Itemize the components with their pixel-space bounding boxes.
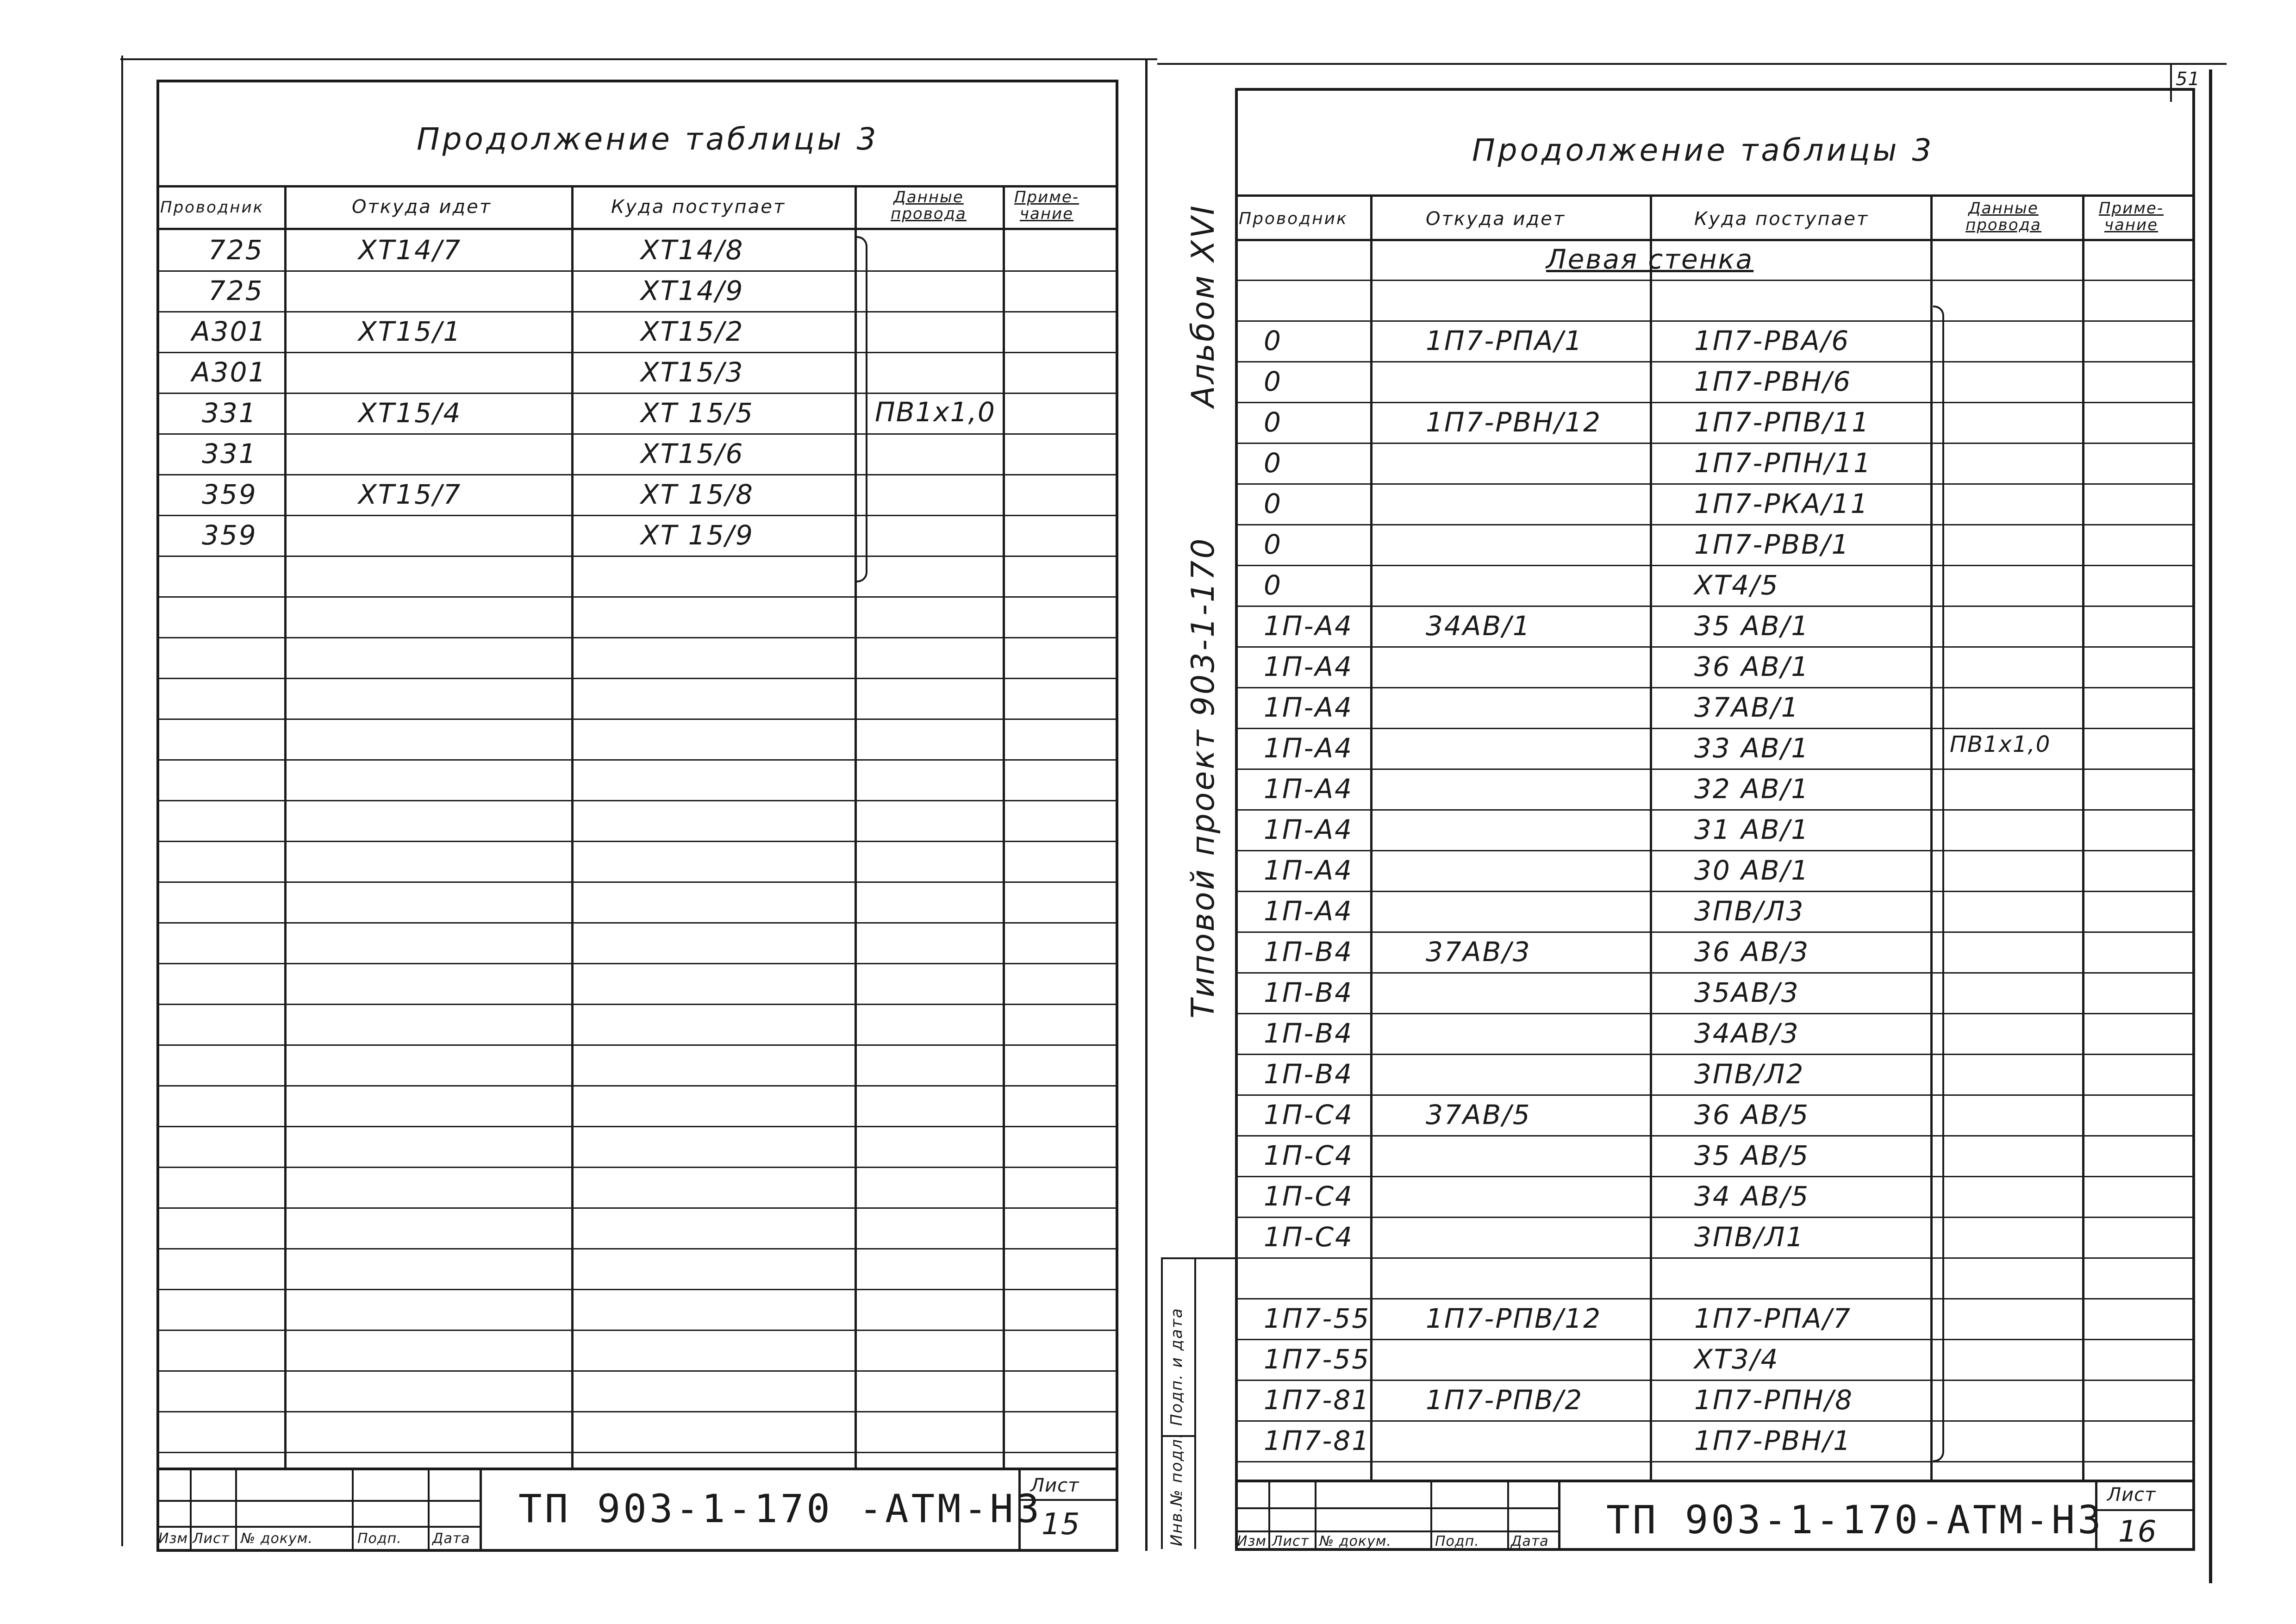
right-row-4-conductor: 0 <box>1264 406 1282 438</box>
approval-strip-top <box>1161 1257 1235 1259</box>
right-stamp-col-4 <box>1507 1480 1509 1551</box>
table-row-rule <box>156 1167 1118 1168</box>
right-row-18-to: 35АВ/3 <box>1694 977 1800 1008</box>
left-stamp-col-5 <box>480 1468 482 1551</box>
table-row-rule <box>156 1126 1118 1127</box>
right-row-23-conductor: 1П-С4 <box>1264 1181 1354 1212</box>
left-col-rule-4 <box>1003 185 1005 1468</box>
right-row-14-to: 31 АВ/1 <box>1694 814 1810 845</box>
right-stamp-sheet-rule <box>2095 1509 2195 1511</box>
left-header-from: Откуда идет <box>352 196 492 218</box>
right-row-10-to: 36 АВ/1 <box>1694 651 1810 682</box>
right-row-21-to: 36 АВ/5 <box>1694 1099 1810 1131</box>
margin-album-label: Альбом XVI <box>1185 204 1222 407</box>
table-row-rule <box>156 1044 1118 1046</box>
right-row-13-to: 32 АВ/1 <box>1694 773 1810 805</box>
table-row-rule <box>1235 1217 2195 1218</box>
table-row-rule <box>156 800 1118 801</box>
table-row-rule <box>156 393 1118 394</box>
left-stamp-col-2 <box>235 1468 237 1551</box>
right-header-top-rule <box>1235 194 2195 197</box>
table-row-rule <box>1235 891 2195 892</box>
right-row-27-to: XT3/4 <box>1694 1343 1779 1375</box>
right-stamp-sheet-number: 16 <box>2118 1515 2157 1549</box>
right-row-24-conductor: 1П-С4 <box>1264 1221 1354 1253</box>
table-row-rule <box>1235 972 2195 974</box>
right-wire-spec: ПВ1х1,0 <box>1950 731 2051 757</box>
right-row-2-from: 1П7-РПА/1 <box>1426 325 1584 356</box>
table-row-rule <box>156 474 1118 475</box>
left-row-6-conductor: 331 <box>202 438 257 469</box>
right-stamp-sheet-label: Лист <box>2107 1484 2156 1505</box>
table-row-rule <box>1235 768 2195 770</box>
right-col-rule-2 <box>1650 194 1652 1481</box>
page-top-rule <box>120 58 1157 60</box>
table-row-rule <box>1235 443 2195 444</box>
table-row-rule <box>1235 1013 2195 1014</box>
table-row-rule <box>156 637 1118 638</box>
right-row-21-conductor: 1П-С4 <box>1264 1099 1354 1131</box>
table-row-rule <box>1235 1339 2195 1340</box>
table-row-rule <box>156 556 1118 557</box>
table-row-rule <box>156 1411 1118 1412</box>
table-row-rule <box>156 433 1118 435</box>
left-stamp-sheet-number: 15 <box>1042 1507 1080 1542</box>
left-row-6-to: XT15/6 <box>641 438 744 469</box>
right-row-3-to: 1П7-РВН/6 <box>1694 366 1852 397</box>
right-header-wire-data: Данные провода <box>1965 199 2041 234</box>
right-row-26-conductor: 1П7-55 <box>1264 1303 1371 1334</box>
left-sheet-title: Продолжение таблицы 3 <box>417 121 879 157</box>
left-header-wire-data: Данные провода <box>891 188 967 223</box>
right-row-29-conductor: 1П7-81 <box>1264 1425 1371 1456</box>
left-row-5-to: XT 15/5 <box>641 397 754 429</box>
right-row-9-from: 34АВ/1 <box>1426 610 1531 642</box>
left-row-1-conductor: 725 <box>208 234 264 266</box>
left-stamp-mid-rule-2 <box>156 1526 480 1528</box>
table-row-rule <box>1235 1176 2195 1177</box>
table-row-rule <box>156 922 1118 924</box>
center-fold-line <box>1145 60 1148 1551</box>
right-row-2-to: 1П7-РВА/6 <box>1694 325 1850 356</box>
right-stamp-label-izm: Изм <box>1237 1533 1267 1549</box>
table-row-rule <box>1235 687 2195 688</box>
right-row-12-conductor: 1П-А4 <box>1264 732 1354 764</box>
table-row-rule <box>1235 1420 2195 1422</box>
table-row-rule <box>156 718 1118 720</box>
table-row-rule <box>156 678 1118 679</box>
right-col-rule-4 <box>2082 194 2084 1481</box>
table-row-rule <box>1235 728 2195 729</box>
table-row-rule <box>1235 931 2195 933</box>
table-row-rule <box>156 1004 1118 1005</box>
right-header-conductor: Проводник <box>1239 209 1348 228</box>
right-wire-brace <box>1933 306 1944 1462</box>
left-stamp-top-rule <box>156 1468 1118 1470</box>
left-stamp-col-1 <box>190 1468 192 1551</box>
table-row-rule <box>156 841 1118 842</box>
right-row-29-to: 1П7-РВН/1 <box>1694 1425 1852 1456</box>
left-stamp-label-list: Лист <box>193 1530 230 1547</box>
left-row-5-from: XT15/4 <box>358 397 462 429</box>
right-row-19-to: 34АВ/3 <box>1694 1018 1800 1049</box>
table-row-rule <box>156 963 1118 964</box>
right-row-9-conductor: 1П-А4 <box>1264 610 1354 642</box>
right-row-27-conductor: 1П7-55 <box>1264 1343 1371 1375</box>
right-row-7-to: 1П7-РВВ/1 <box>1694 529 1850 560</box>
right-row-8-to: XT4/5 <box>1694 569 1779 601</box>
right-sheet-title: Продолжение таблицы 3 <box>1472 132 1934 168</box>
right-row-16-conductor: 1П-А4 <box>1264 895 1354 927</box>
right-row-13-conductor: 1П-А4 <box>1264 773 1354 805</box>
page-top-rule-right <box>1157 63 2227 65</box>
left-row-2-conductor: 725 <box>208 275 264 306</box>
right-row-28-conductor: 1П7-81 <box>1264 1384 1371 1416</box>
table-row-rule <box>1235 483 2195 485</box>
right-row-10-conductor: 1П-А4 <box>1264 651 1354 682</box>
table-row-rule <box>1235 809 2195 811</box>
right-row-24-to: 3ПВ/Л1 <box>1694 1221 1805 1253</box>
left-wire-spec: ПВ1х1,0 <box>875 396 996 428</box>
left-sheet-frame <box>156 80 1118 1552</box>
right-row-23-to: 34 АВ/5 <box>1694 1181 1810 1212</box>
right-row-7-conductor: 0 <box>1264 529 1282 560</box>
right-row-8-conductor: 0 <box>1264 569 1282 601</box>
table-row-rule <box>1235 320 2195 322</box>
right-row-17-to: 36 АВ/3 <box>1694 936 1810 968</box>
left-header-bottom-rule <box>156 228 1118 230</box>
right-row-16-to: 3ПВ/Л3 <box>1694 895 1805 927</box>
right-stamp-col-3 <box>1430 1480 1432 1551</box>
left-stamp-label-izm: Изм <box>158 1530 188 1547</box>
right-stamp-col-5 <box>1558 1480 1560 1551</box>
right-row-6-to: 1П7-РКА/11 <box>1694 488 1869 519</box>
right-row-15-to: 30 АВ/1 <box>1694 855 1810 886</box>
right-row-6-conductor: 0 <box>1264 488 1282 519</box>
left-row-8-conductor: 359 <box>202 519 257 551</box>
right-row-26-to: 1П7-РПА/7 <box>1694 1303 1852 1334</box>
table-row-rule <box>156 270 1118 272</box>
table-row-rule <box>156 1370 1118 1372</box>
margin-inv-no-label: Инв.№ подл. <box>1167 1432 1186 1546</box>
right-row-22-to: 35 АВ/5 <box>1694 1140 1810 1171</box>
table-row-rule <box>156 1207 1118 1209</box>
right-row-4-from: 1П7-РВН/12 <box>1426 406 1602 438</box>
left-stamp-sheet-label: Лист <box>1030 1475 1079 1496</box>
right-stamp-mid-rule-1 <box>1235 1507 1559 1509</box>
page-number: 51 <box>2176 69 2200 90</box>
right-stamp-col-1 <box>1268 1480 1270 1551</box>
right-row-15-conductor: 1П-А4 <box>1264 855 1354 886</box>
table-row-rule <box>1235 606 2195 607</box>
approval-strip-left <box>1161 1257 1163 1549</box>
table-row-rule <box>156 881 1118 883</box>
right-row-18-conductor: 1П-В4 <box>1264 977 1354 1008</box>
right-section-heading: Левая стенка <box>1546 244 1754 275</box>
left-stamp-document-code: ТП 903-1-170 -АТМ-Н3 <box>518 1486 1042 1531</box>
right-row-17-from: 37АВ/3 <box>1426 936 1531 968</box>
table-row-rule <box>1235 646 2195 648</box>
right-row-28-from: 1П7-РПВ/2 <box>1426 1384 1584 1416</box>
left-col-rule-1 <box>284 185 287 1468</box>
table-row-rule <box>1235 1380 2195 1381</box>
left-row-1-to: XT14/8 <box>641 234 744 266</box>
table-row-rule <box>1235 524 2195 525</box>
page-right-rule <box>2209 69 2212 1583</box>
table-row-rule <box>156 352 1118 353</box>
right-row-11-conductor: 1П-А4 <box>1264 692 1354 723</box>
table-row-rule <box>156 1085 1118 1087</box>
left-header-notes: Приме-чание <box>1014 188 1079 223</box>
margin-sign-date-label: Подп. и дата <box>1167 1307 1186 1426</box>
right-row-17-conductor: 1П-В4 <box>1264 936 1354 968</box>
right-row-21-from: 37АВ/5 <box>1426 1099 1531 1131</box>
right-row-28-to: 1П7-РПН/8 <box>1694 1384 1853 1416</box>
right-stamp-label-date: Дата <box>1511 1533 1549 1549</box>
left-header-top-rule <box>156 185 1118 187</box>
left-wire-brace <box>856 236 867 582</box>
right-row-20-to: 3ПВ/Л2 <box>1694 1058 1805 1090</box>
right-col-rule-3 <box>1930 194 1933 1481</box>
table-row-rule <box>1235 1094 2195 1096</box>
left-row-7-conductor: 359 <box>202 479 257 510</box>
right-stamp-label-list: Лист <box>1272 1533 1310 1549</box>
left-stamp-col-3 <box>352 1468 354 1551</box>
table-row-rule <box>1235 402 2195 403</box>
table-row-rule <box>1235 850 2195 851</box>
left-row-7-from: XT15/7 <box>358 479 462 510</box>
table-row-rule <box>1235 1054 2195 1055</box>
table-row-rule <box>1235 565 2195 566</box>
right-stamp-label-doc: № докум. <box>1319 1533 1391 1549</box>
left-row-8-to: XT 15/9 <box>641 519 754 551</box>
left-stamp-label-sign: Подп. <box>357 1530 402 1547</box>
table-row-rule <box>1235 1257 2195 1259</box>
right-row-5-conductor: 0 <box>1264 447 1282 479</box>
page-left-rule <box>121 56 123 1546</box>
table-row-rule <box>156 1289 1118 1290</box>
right-stamp-label-sign: Подп. <box>1435 1533 1479 1549</box>
right-row-4-to: 1П7-РПВ/11 <box>1694 406 1871 438</box>
right-stamp-col-2 <box>1315 1480 1316 1551</box>
left-col-rule-2 <box>571 185 574 1468</box>
right-row-5-to: 1П7-РПН/11 <box>1694 447 1872 479</box>
left-row-2-to: XT14/9 <box>641 275 744 306</box>
table-row-rule <box>156 311 1118 312</box>
right-stamp-document-code: ТП 903-1-170-АТМ-Н3 <box>1606 1497 2104 1543</box>
right-row-2-conductor: 0 <box>1264 325 1282 356</box>
left-stamp-label-doc: № докум. <box>241 1530 313 1547</box>
left-stamp-mid-rule-1 <box>156 1500 480 1502</box>
table-row-rule <box>156 515 1118 516</box>
right-row-19-conductor: 1П-В4 <box>1264 1018 1354 1049</box>
table-row-rule <box>156 1248 1118 1249</box>
right-row-26-from: 1П7-РПВ/12 <box>1426 1303 1602 1334</box>
left-row-3-conductor: A301 <box>192 316 267 347</box>
right-col-rule-1 <box>1370 194 1373 1481</box>
right-row-11-to: 37АВ/1 <box>1694 692 1800 723</box>
left-row-1-from: XT14/7 <box>358 234 462 266</box>
left-row-7-to: XT 15/8 <box>641 479 754 510</box>
left-row-3-to: XT15/2 <box>641 316 744 347</box>
table-row-rule <box>156 1452 1118 1453</box>
right-row-14-conductor: 1П-А4 <box>1264 814 1354 845</box>
left-header-to: Куда поступает <box>611 196 786 218</box>
right-row-9-to: 35 АВ/1 <box>1694 610 1810 642</box>
table-row-rule <box>1235 1135 2195 1137</box>
table-row-rule <box>1235 1298 2195 1299</box>
left-row-4-conductor: A301 <box>192 356 267 388</box>
table-row-rule <box>1235 1461 2195 1462</box>
right-header-notes: Приме-чание <box>2098 199 2164 234</box>
right-stamp-top-rule <box>1235 1480 2195 1482</box>
left-stamp-label-date: Дата <box>432 1530 470 1547</box>
table-row-rule <box>156 759 1118 761</box>
left-row-4-to: XT15/3 <box>641 356 744 388</box>
left-stamp-col-4 <box>428 1468 430 1551</box>
right-header-to: Куда поступает <box>1694 208 1869 230</box>
right-header-from: Откуда идет <box>1426 208 1566 230</box>
right-row-12-to: 33 АВ/1 <box>1694 732 1810 764</box>
table-row-rule <box>1235 361 2195 362</box>
table-row-rule <box>1235 280 2195 281</box>
approval-strip-mid <box>1194 1257 1196 1549</box>
right-row-3-conductor: 0 <box>1264 366 1282 397</box>
right-stamp-mid-rule-2 <box>1235 1530 1559 1532</box>
margin-project-label: Типовой проект 903-1-170 <box>1185 537 1222 1018</box>
right-row-22-conductor: 1П-С4 <box>1264 1140 1354 1171</box>
left-row-5-conductor: 331 <box>202 397 257 429</box>
table-row-rule <box>156 596 1118 598</box>
left-row-3-from: XT15/1 <box>358 316 462 347</box>
left-header-conductor: Проводник <box>160 198 264 217</box>
table-row-rule <box>156 1330 1118 1331</box>
right-row-20-conductor: 1П-В4 <box>1264 1058 1354 1090</box>
